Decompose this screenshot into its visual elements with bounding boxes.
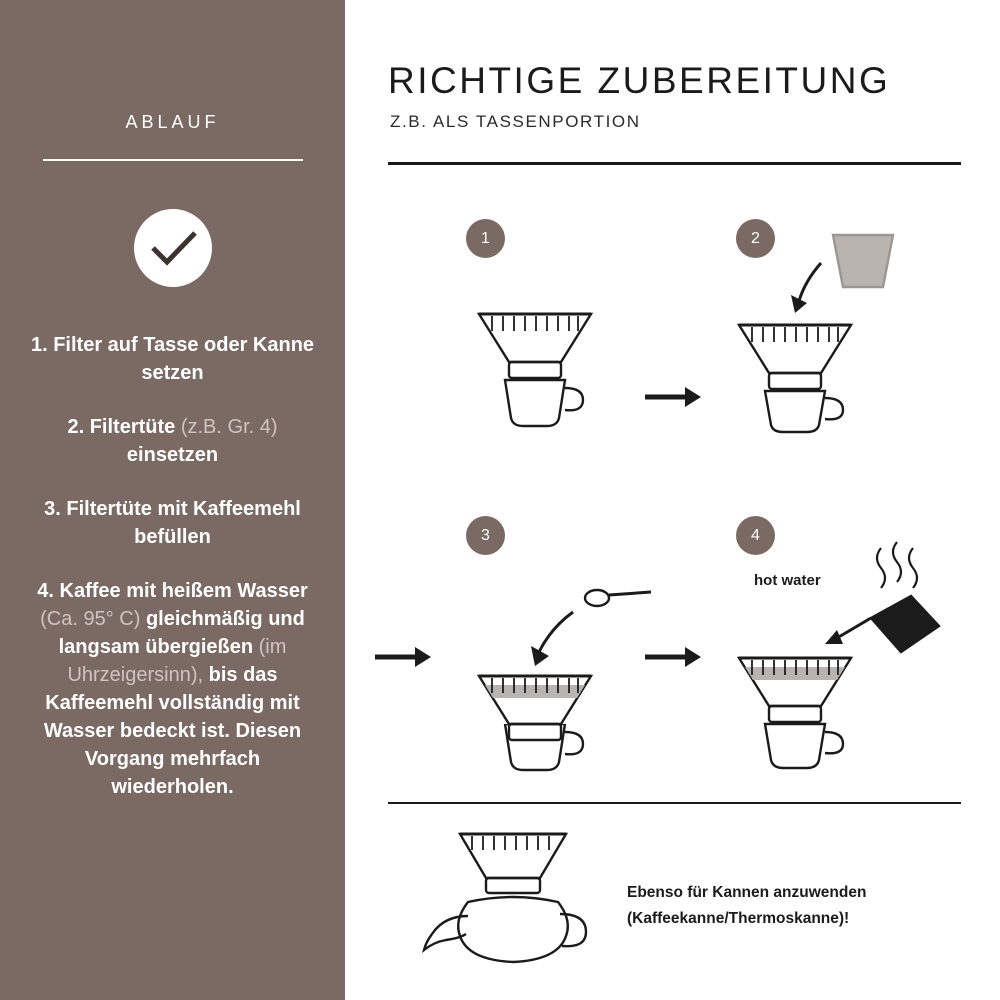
step-3-number: 3.: [44, 498, 67, 520]
step-1-number: 1.: [30, 334, 54, 356]
step-4-note-2: (im Uhrzeigersinn),: [67, 636, 287, 686]
step-badge-4: 4: [736, 516, 775, 555]
header-divider: [388, 162, 961, 165]
footer-note-line-1: Ebenso für Kannen anzuwenden: [627, 884, 867, 901]
arrow-icon: [645, 645, 701, 674]
step-2-text: Filtertüte: [89, 416, 181, 438]
step-3-text: Filtertüte mit Kaffeemehl befüllen: [66, 498, 301, 548]
figure-insert-filter: [725, 225, 905, 440]
step-badge-3: 3: [466, 516, 505, 555]
step-4-number: 4.: [37, 580, 60, 602]
sidebar-divider: [43, 159, 303, 161]
list-item: [23, 331, 323, 387]
step-4-text: Kaffee mit heißem Wasser: [59, 580, 308, 602]
content-panel: [345, 0, 1000, 1000]
step-list: [23, 331, 323, 801]
page-subtitle: Z.B. ALS TASSENPORTION: [390, 112, 641, 131]
footer-note: [627, 880, 957, 932]
step-1-text: Filter auf Tasse oder Kanne setzen: [53, 334, 315, 384]
step-badge-1: 1: [466, 219, 505, 258]
hot-water-label: hot water: [754, 572, 821, 589]
arrow-icon: [645, 385, 701, 414]
list-item: [23, 495, 323, 551]
sidebar: [0, 0, 345, 1000]
footer-divider: [388, 802, 961, 804]
footer-note-line-2: (Kaffeekanne/Thermoskanne)!: [627, 910, 850, 927]
step-2-note: (z.B. Gr. 4): [180, 416, 278, 438]
step-badge-2: 2: [736, 219, 775, 258]
list-item: [23, 577, 323, 801]
step-2-text-2: einsetzen: [126, 444, 219, 466]
figure-dripper-on-pot: [420, 830, 610, 980]
list-item: [23, 413, 323, 469]
step-4-text-2: gleichmäßig und langsam übergießen: [58, 608, 305, 658]
step-4-note: (Ca. 95° C): [40, 608, 141, 630]
arrow-icon: [375, 645, 431, 674]
figure-cup-step3: [465, 724, 605, 799]
step-4-text-3: bis das Kaffeemehl vollständig mit Wasser bedeckt ist. Diesen Vorgang mehrfach wiederholen.: [43, 664, 302, 798]
figure-dripper-on-cup: [465, 300, 605, 440]
check-badge: [134, 209, 212, 287]
page-title: RICHTIGE ZUBEREITUNG: [388, 60, 891, 101]
step-2-number: 2.: [67, 416, 90, 438]
sidebar-title: ABLAUF: [125, 112, 220, 132]
